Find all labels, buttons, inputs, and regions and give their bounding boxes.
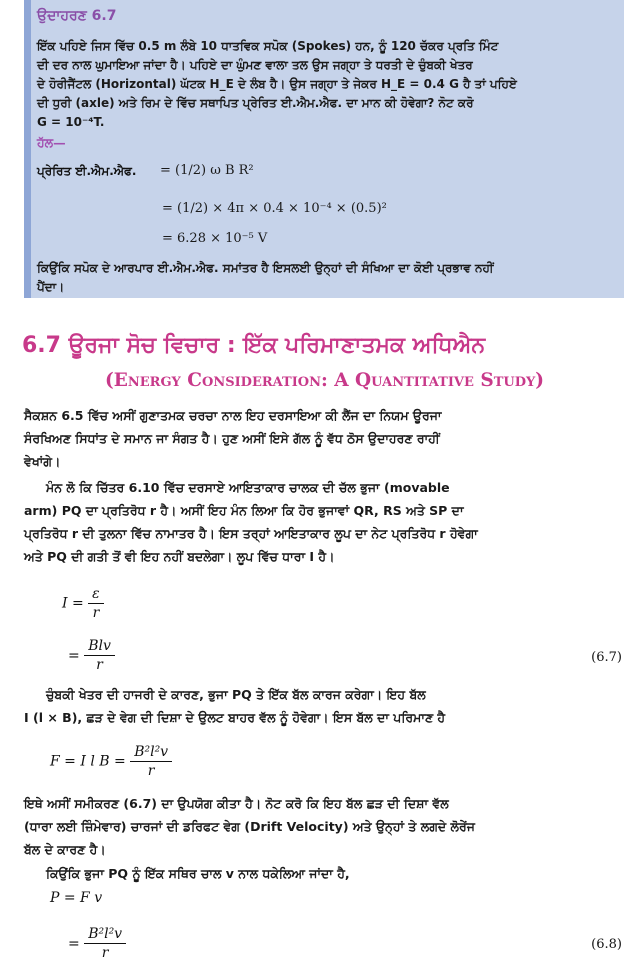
equation-lhs: = (68, 647, 80, 664)
paragraph-5 (24, 862, 624, 885)
problem-line: ਦੇ ਹੋਰੀਜੈਂਟਲ (Horizontal) ਘੱਟਕ H_E ਦੇ ਲੰਬ ਹੈ। ਉਸ ਜਗ੍ਹਾ ਤੇ ਜੇਕਰ H_E = 0.4 G ਹੈ ਤਾਂ ਪਹਿਏ (37, 77, 517, 91)
problem-line: ਦੀ ਧੁਰੀ (axle) ਅਤੇ ਰਿਮ ਦੇ ਵਿੱਚ ਸਥਾਪਿਤ ਪ੍ਰੇਰਿਤ ਈ.ਐਮ.ਐਫ. ਦਾ ਮਾਨ ਕੀ ਹੋਵੇਗਾ? ਨੋਟ ਕਰੋ (37, 96, 474, 110)
equation-current-blv (62, 637, 115, 674)
problem-line: G = 10⁻⁴T. (37, 115, 105, 129)
conclusion-line: ਪੈਂਦਾ। (37, 280, 65, 294)
equation-lhs: I = (62, 595, 84, 612)
conclusion-line: ਕਿਉਂਕਿ ਸਪੋਕ ਦੇ ਆਰਪਾਰ ਈ.ਐਮ.ਐਫ. ਸਮਾਂਤਰ ਹੈ ਇਸਲਈ ਉਨ੍ਹਾਂ ਦੀ ਸੰਖਿਆ ਦਾ ਕੋਈ ਪ੍ਰਭਾਵ ਨਹੀਂ (37, 261, 494, 275)
equation-power-result (62, 925, 126, 962)
induced-emf-label: ਪ੍ਰੇਰਿਤ ਈ.ਐਮ.ਐਫ. (37, 164, 137, 178)
paragraph-line: ਮੰਨ ਲੋ ਕਿ ਚਿੱਤਰ 6.10 ਵਿੱਚ ਦਰਸਾਏ ਆਇਤਾਕਾਰ ਚਾਲਕ ਦੀ ਚੱਲ ਭੁਜਾ (movable (46, 480, 450, 495)
paragraph-line: arm) PQ ਦਾ ਪ੍ਰਤਿਰੋਧ r ਹੈ। ਅਸੀਂ ਇਹ ਮੰਨ ਲਿਆ ਕਿ ਹੋਰ ਭੁਜਾਵਾਂ QR, RS ਅਤੇ SP ਦਾ (24, 503, 464, 518)
example-problem (37, 37, 615, 132)
paragraph-1 (24, 404, 624, 473)
equation-force (50, 743, 172, 780)
solution-label: ਹੱਲ— (37, 135, 66, 150)
equation-text: P = F v (50, 890, 103, 906)
numerator: B²l²v (84, 925, 126, 944)
example-conclusion (37, 259, 615, 297)
paragraph-line: ਬੱਲ ਦੇ ਕਾਰਣ ਹੈ। (24, 842, 106, 857)
denominator: r (147, 763, 155, 779)
paragraph-4 (24, 792, 624, 861)
paragraph-line: ਕਿਉਂਕਿ ਭੁਜਾ PQ ਨੂੰ ਇੱਕ ਸਥਿਰ ਚਾਲ v ਨਾਲ ਧਕੇਲਿਆ ਜਾਂਦਾ ਹੈ, (46, 866, 350, 881)
equation-lhs: = (68, 935, 80, 952)
paragraph-line: ਵੇਖਾਂਗੇ। (24, 454, 61, 469)
equation-power (50, 890, 102, 906)
example-accent-bar (24, 0, 31, 298)
paragraph-3 (24, 683, 624, 729)
example-title: ਉਦਾਹਰਣ 6.7 (37, 8, 117, 24)
numerator: Blv (84, 637, 115, 656)
fraction (84, 637, 115, 674)
equation-current (62, 585, 104, 622)
fraction (88, 585, 104, 622)
paragraph-line: ਅਤੇ PQ ਦੀ ਗਤੀ ਤੋਂ ਵੀ ਇਹ ਨਹੀਂ ਬਦਲੇਗਾ। ਲੂਪ ਵਿੱਚ ਧਾਰਾ I ਹੈ। (24, 549, 335, 564)
paragraph-line: I (l × B), ਛੜ ਦੇ ਵੇਗ ਦੀ ਦਿਸ਼ਾ ਦੇ ਉਲਟ ਬਾਹਰ ਵੱਲ ਨੂੰ ਹੋਵੇਗਾ। ਇਸ ਬੱਲ ਦਾ ਪਰਿਮਾਣ ਹੈ (24, 710, 446, 725)
numerator: ε (88, 585, 104, 604)
fraction (130, 743, 172, 780)
equation-line-3: = 6.28 × 10⁻⁵ V (162, 231, 268, 246)
equation-lhs: F = I l B = (50, 753, 126, 770)
equation-number-6-7: (6.7) (591, 650, 622, 665)
paragraph-line: ਸੰਰਖਿਅਣ ਸਿਧਾਂਤ ਦੇ ਸਮਾਨ ਜਾ ਸੰਗਤ ਹੈ। ਹੁਣ ਅਸੀਂ ਇਸੇ ਗੱਲ ਨੂੰ ਵੱਧ ਠੋਸ ਉਦਾਹਰਣ ਰਾਹੀਂ (24, 431, 440, 446)
fraction (84, 925, 126, 962)
paragraph-line: ਪ੍ਰਤਿਰੋਧ r ਦੀ ਤੁਲਨਾ ਵਿੱਚ ਨਾਮਾਤਰ ਹੈ। ਇਸ ਤਰ੍ਹਾਂ ਆਇਤਾਕਾਰ ਲੂਪ ਦਾ ਨੇਟ ਪ੍ਰਤਿਰੋਧ r ਹੋਵੇਗਾ (24, 526, 478, 541)
section-subheading: (Energy Consideration: A Quantitative Study) (105, 370, 545, 391)
paragraph-2 (24, 476, 624, 568)
equation-number-6-8: (6.8) (591, 937, 622, 952)
section-heading: 6.7 ਊਰਜਾ ਸੋਚ ਵਿਚਾਰ : ਇੱਕ ਪਰਿਮਾਣਾਤਮਕ ਅਧਿਐਨ (22, 333, 486, 358)
equation-line-1: = (1/2) ω B R² (160, 163, 254, 178)
paragraph-line: ਸੈਕਸ਼ਨ 6.5 ਵਿੱਚ ਅਸੀਂ ਗੁਣਾਤਮਕ ਚਰਚਾ ਨਾਲ ਇਹ ਦਰਸਾਇਆ ਕੀ ਲੈਂਜ ਦਾ ਨਿਯਮ ਊਰਜਾ (24, 408, 442, 423)
paragraph-line: (ਧਾਰਾ ਲਈ ਜ਼ਿੰਮੇਵਾਰ) ਚਾਰਜਾਂ ਦੀ ਡਰਿਫਟ ਵੇਗ (Drift Velocity) ਅਤੇ ਉਨ੍ਹਾਂ ਤੇ ਲਗਦੇ ਲੋਰੇਂਜ (24, 819, 475, 834)
problem-line: ਦੀ ਦਰ ਨਾਲ ਘੁਮਾਇਆ ਜਾਂਦਾ ਹੈ। ਪਹਿਏ ਦਾ ਘੁੰਮਣ ਵਾਲਾ ਤਲ ਉਸ ਜਗ੍ਹਾ ਤੇ ਧਰਤੀ ਦੇ ਚੁੰਬਕੀ ਖੇਤਰ (37, 58, 473, 72)
problem-line: ਇੱਕ ਪਹਿਏ ਜਿਸ ਵਿੱਚ 0.5 m ਲੰਬੇ 10 ਧਾਤਵਿਕ ਸਪੋਕ (Spokes) ਹਨ, ਨੂੰ 120 ਚੱਕਰ ਪ੍ਰਤਿ ਮਿੰਟ (37, 39, 499, 53)
equation-line-2: = (1/2) × 4π × 0.4 × 10⁻⁴ × (0.5)² (162, 201, 387, 216)
numerator: B²l²v (130, 743, 172, 762)
paragraph-line: ਚੁੰਬਕੀ ਖੇਤਰ ਦੀ ਹਾਜਰੀ ਦੇ ਕਾਰਣ, ਭੁਜਾ PQ ਤੇ ਇੱਕ ਬੱਲ ਕਾਰਜ ਕਰੇਗਾ। ਇਹ ਬੱਲ (46, 687, 426, 702)
paragraph-line: ਇਥੇ ਅਸੀਂ ਸਮੀਕਰਣ (6.7) ਦਾ ਉਪਯੋਗ ਕੀਤਾ ਹੈ। ਨੋਟ ਕਰੋ ਕਿ ਇਹ ਬੱਲ ਛੜ ਦੀ ਦਿਸ਼ਾ ਵੱਲ (24, 796, 449, 811)
denominator: r (101, 945, 109, 961)
denominator: r (96, 657, 103, 673)
denominator: r (92, 605, 100, 621)
